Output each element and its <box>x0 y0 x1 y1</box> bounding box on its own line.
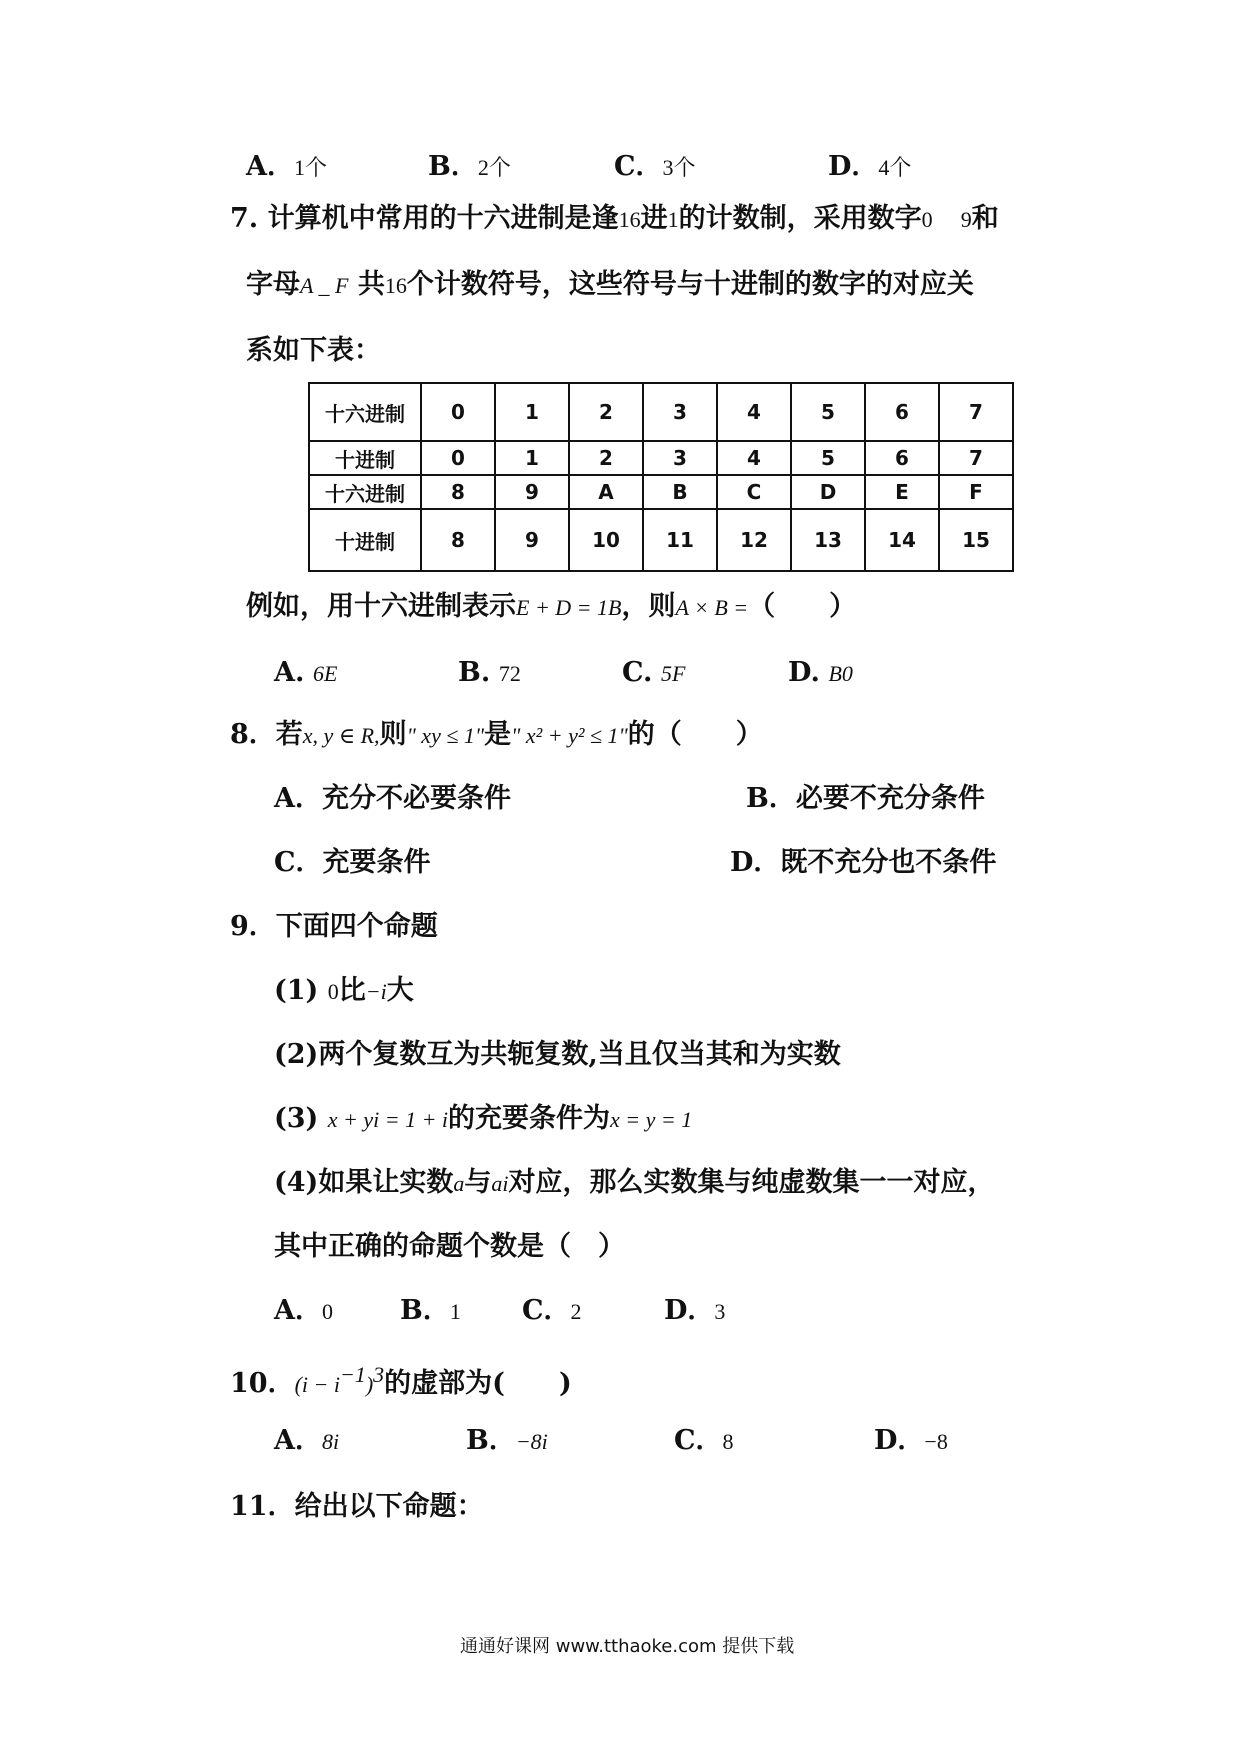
text: (4)如果让实数 <box>274 1167 454 1198</box>
table-cell: 9 <box>495 475 569 509</box>
option-text: −8 <box>924 1429 948 1454</box>
text: 的（ ） <box>627 719 763 750</box>
math: −1 <box>339 1362 366 1387</box>
q7-option-b <box>458 656 521 691</box>
table-cell: 4 <box>717 383 791 441</box>
option-text: 72 <box>498 661 521 686</box>
option-text: 8 <box>722 1429 734 1454</box>
text: 是 <box>484 719 512 750</box>
math: A × B = <box>675 595 749 620</box>
table-cell: 0 <box>421 441 495 475</box>
text: 系如下表： <box>246 335 381 366</box>
math: " x² + y² ≤ 1" <box>511 723 628 748</box>
option-label: D． <box>664 1295 715 1326</box>
table-cell: 8 <box>421 509 495 571</box>
text: 7. 计算机中常用的十六进制是逢 <box>230 203 619 234</box>
text: 11．给出以下命题： <box>230 1491 484 1522</box>
text: (2)两个复数互为共轭复数,当且仅当其和为实数 <box>274 1039 841 1070</box>
table-cell: 0 <box>421 383 495 441</box>
math: E + D = 1B <box>516 595 622 620</box>
option-label: D． <box>730 847 781 878</box>
table-header-cell: 十六进制 <box>309 383 421 441</box>
table-cell: 4 <box>717 441 791 475</box>
q8-option-b <box>746 782 985 816</box>
math: x = y = 1 <box>610 1107 693 1132</box>
number: 1 <box>667 207 679 232</box>
q7-line-1 <box>230 202 999 237</box>
option-text: 6E <box>312 661 338 686</box>
table-cell: 12 <box>717 509 791 571</box>
q7-line-3 <box>246 334 381 368</box>
text: 则 <box>379 719 407 750</box>
text: 对应，那么实数集与纯虚数集一一对应， <box>508 1167 995 1198</box>
table-cell: 13 <box>791 509 865 571</box>
table-cell: 7 <box>939 441 1013 475</box>
option-text: 充分不必要条件 <box>321 783 511 814</box>
number: 16 <box>384 273 407 298</box>
hex-decimal-table <box>308 382 1014 572</box>
number: 0 <box>327 979 339 1004</box>
text: 10． <box>230 1368 295 1399</box>
number: 9 <box>960 207 972 232</box>
text: 的虚部为( ) <box>384 1368 572 1399</box>
text: 大 <box>386 975 414 1006</box>
text: 其中正确的命题个数是（ ） <box>274 1231 625 1262</box>
table-cell: E <box>865 475 939 509</box>
q8-question <box>230 718 763 753</box>
table-row <box>309 383 1013 441</box>
option-text: 8i <box>321 1429 340 1454</box>
table-cell: 1 <box>495 441 569 475</box>
table-header-cell: 十进制 <box>309 509 421 571</box>
text: 进 <box>640 203 668 234</box>
option-text: 充要条件 <box>322 847 431 878</box>
q10-option-d <box>874 1424 948 1459</box>
text: 9．下面四个命题 <box>230 911 438 942</box>
option-label: C． <box>522 1295 571 1326</box>
option-label: B． <box>428 151 478 182</box>
table-cell: 10 <box>569 509 643 571</box>
math: −i <box>365 979 387 1004</box>
table-row <box>309 475 1013 509</box>
text: 的计数制，采用数字 <box>678 203 922 234</box>
text: 与 <box>464 1167 492 1198</box>
q9-proposition-3 <box>274 1102 692 1137</box>
option-label: D． <box>828 151 879 182</box>
text: 的充要条件为 <box>448 1103 611 1134</box>
text: （ ） <box>748 591 857 622</box>
math: a <box>453 1171 465 1196</box>
table-cell: B <box>643 475 717 509</box>
math: 3 <box>373 1362 385 1387</box>
math: x + yi = 1 + i <box>327 1107 449 1132</box>
option-label: C. <box>622 657 653 688</box>
option-label: D. <box>788 657 820 688</box>
table-cell: 1 <box>495 383 569 441</box>
table-cell: F <box>939 475 1013 509</box>
table-cell: D <box>791 475 865 509</box>
q6-option-c <box>614 150 696 185</box>
q11-title <box>230 1490 484 1524</box>
q9-title <box>230 910 438 944</box>
option-label: B． <box>746 783 796 814</box>
option-text: 2 <box>570 1299 582 1324</box>
text: 字母 <box>246 269 300 300</box>
option-label: C． <box>614 151 663 182</box>
option-label: A． <box>274 1295 322 1326</box>
q8-option-c <box>274 846 431 880</box>
text: 个计数符号，这些符号与十进制的数字的对应关 <box>406 269 974 300</box>
table-cell: 9 <box>495 509 569 571</box>
option-label: B． <box>466 1425 516 1456</box>
q10-option-a <box>274 1424 339 1459</box>
q6-option-a <box>246 150 327 185</box>
q9-proposition-2 <box>274 1038 841 1072</box>
table-cell: 3 <box>643 441 717 475</box>
math: " xy ≤ 1" <box>406 723 485 748</box>
q9-option-b <box>400 1294 461 1329</box>
table-cell: 15 <box>939 509 1013 571</box>
table-cell: 2 <box>569 441 643 475</box>
page-footer: 通通好课网 www.tthaoke.com 提供下载 <box>460 1636 795 1657</box>
q9-proposition-1 <box>274 974 414 1009</box>
table-cell: 6 <box>865 383 939 441</box>
table-cell: 2 <box>569 383 643 441</box>
q7-option-a <box>274 656 337 691</box>
math: ai <box>491 1171 509 1196</box>
option-label: A． <box>246 151 294 182</box>
table-row <box>309 509 1013 571</box>
option-text: 5F <box>661 661 686 686</box>
q6-option-b <box>428 150 511 185</box>
table-header-cell: 十六进制 <box>309 475 421 509</box>
q6-option-d <box>828 150 911 185</box>
option-text: 1 <box>449 1299 461 1324</box>
option-label: C． <box>274 847 323 878</box>
q8-option-a <box>274 782 511 816</box>
q9-option-c <box>522 1294 582 1329</box>
q9-option-d <box>664 1294 725 1329</box>
math: (i − i <box>294 1372 340 1397</box>
text: (3) <box>274 1103 319 1134</box>
math: ) <box>365 1372 374 1397</box>
table-cell: 14 <box>865 509 939 571</box>
q7-line-2 <box>246 268 974 303</box>
q10-option-b <box>466 1424 548 1459</box>
number: 16 <box>618 207 641 232</box>
table-cell: 8 <box>421 475 495 509</box>
option-label: A． <box>274 783 322 814</box>
number: 0 <box>921 207 933 232</box>
option-text: 必要不充分条件 <box>795 783 985 814</box>
table-cell: 7 <box>939 383 1013 441</box>
q9-proposition-4 <box>274 1166 994 1201</box>
option-label: C． <box>674 1425 723 1456</box>
q7-example <box>246 590 856 625</box>
text: 例如，用十六进制表示 <box>246 591 516 622</box>
option-text: 3个 <box>662 155 696 180</box>
q8-option-d <box>730 846 996 880</box>
option-label: B． <box>400 1295 450 1326</box>
option-label: D． <box>874 1425 925 1456</box>
table-cell: 11 <box>643 509 717 571</box>
option-text: 4个 <box>878 155 912 180</box>
q7-option-d <box>788 656 853 691</box>
q7-option-c <box>622 656 685 691</box>
option-label: A． <box>274 1425 322 1456</box>
option-text: B0 <box>828 661 853 686</box>
option-label: A. <box>274 657 305 688</box>
table-header-cell: 十进制 <box>309 441 421 475</box>
text: 和 <box>971 203 999 234</box>
option-label: B. <box>458 657 491 688</box>
math: A _ F <box>300 273 349 298</box>
math: x, y ∈ R, <box>302 723 380 748</box>
option-text: 0 <box>321 1299 333 1324</box>
q9-option-a <box>274 1294 333 1329</box>
option-text: 既不充分也不条件 <box>780 847 997 878</box>
q9-ask <box>274 1230 625 1264</box>
q10-option-c <box>674 1424 734 1459</box>
option-text: 2个 <box>477 155 511 180</box>
option-text: −8i <box>515 1429 548 1454</box>
q10-question <box>230 1358 572 1402</box>
text: (1) <box>274 975 319 1006</box>
table-row <box>309 441 1013 475</box>
table-cell: 5 <box>791 441 865 475</box>
option-text: 1个 <box>293 155 327 180</box>
text: 共 <box>357 269 385 300</box>
table-cell: 5 <box>791 383 865 441</box>
text: 比 <box>338 975 366 1006</box>
text: 8．若 <box>230 719 303 750</box>
table-cell: A <box>569 475 643 509</box>
table-cell: C <box>717 475 791 509</box>
option-text: 3 <box>714 1299 726 1324</box>
table-cell: 3 <box>643 383 717 441</box>
table-cell: 6 <box>865 441 939 475</box>
text: ，则 <box>621 591 676 622</box>
